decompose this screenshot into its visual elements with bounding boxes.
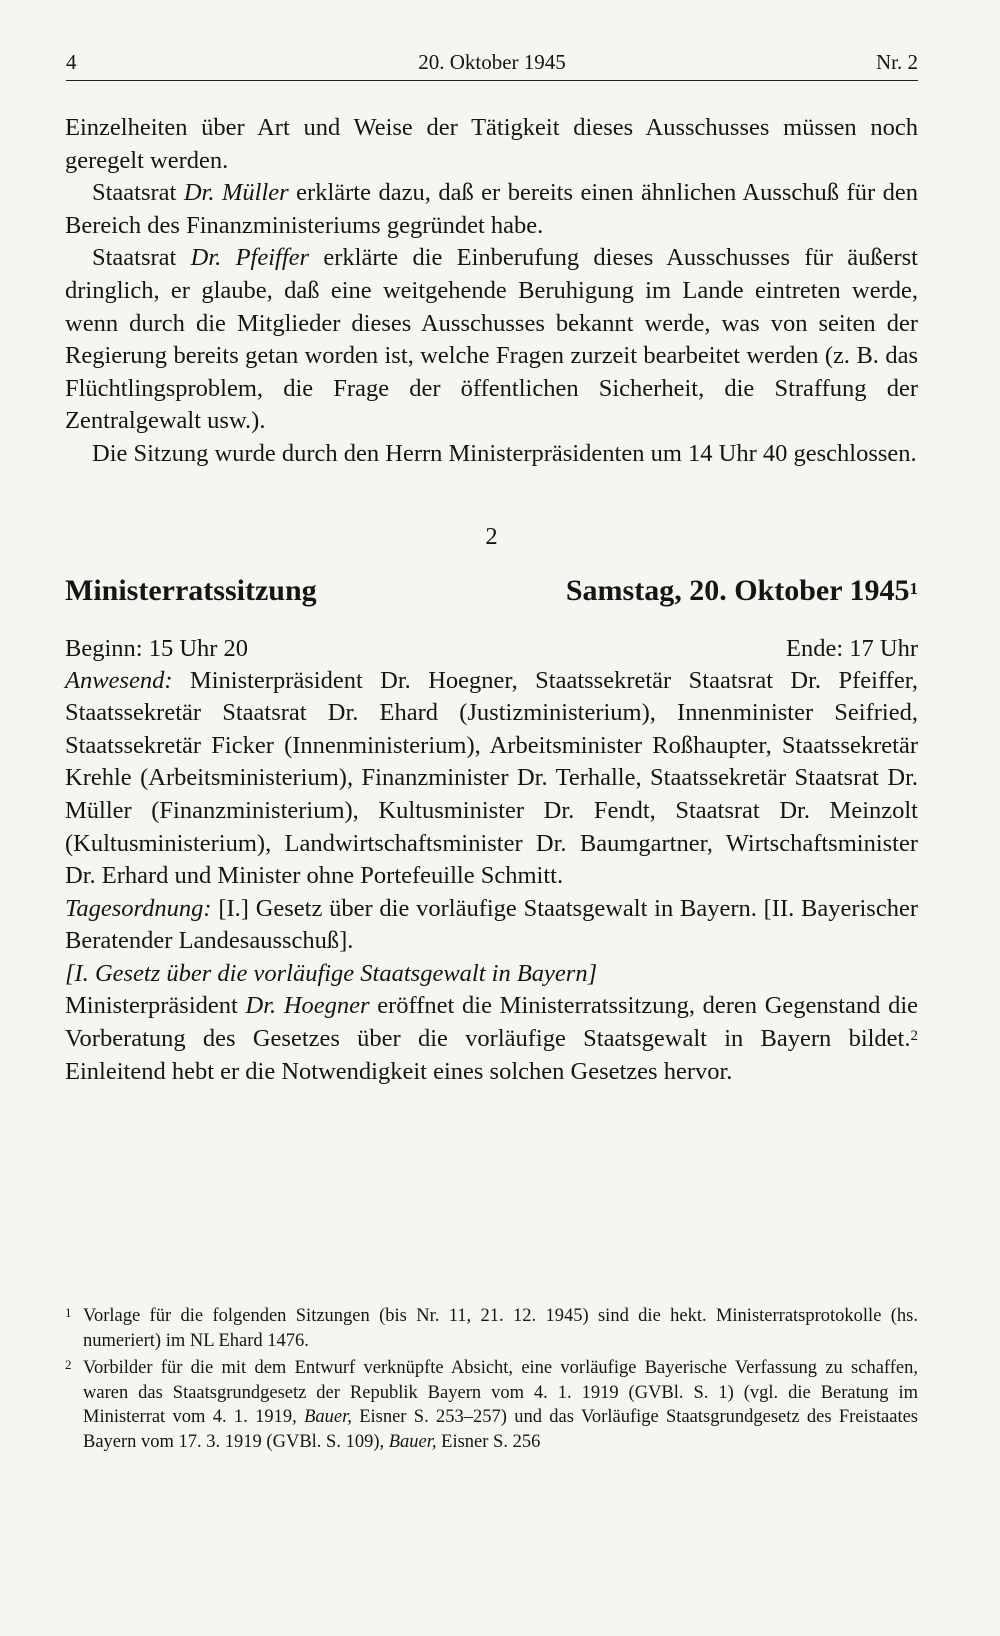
issue-number: Nr. 2 bbox=[876, 50, 918, 74]
paragraph: Staatsrat Dr. Pfeiffer erklärte die Einberufung dieses Ausschusses für äußerst dringlich, er glaube, daß eine weitgehende Beruhigung im Lande eintreten werde, wenn durch die Mitglieder dieses Ausschusses bekannt werde, was von seiten der Regierung bereits getan worden ist, welche Fragen zurzeit bearbeitet werden (z. B. das Flüchtlingsproblem, die Frage der öffentlichen Sicherheit, die Straffung der Zentralgewalt usw.). bbox=[65, 244, 918, 435]
footnote-number: 2 bbox=[65, 1357, 72, 1372]
person-name: Dr. Pfeiffer bbox=[190, 244, 310, 272]
document-title-row bbox=[65, 571, 918, 611]
footnote-marker: 1 bbox=[909, 578, 918, 598]
running-header bbox=[66, 48, 918, 81]
paragraph: Einzelheiten über Art und Weise der Tätigkeit dieses Ausschusses müssen noch geregelt werden. bbox=[65, 114, 918, 174]
person-name: Dr. Müller bbox=[183, 179, 289, 207]
footnote bbox=[65, 1356, 918, 1454]
document-title: Ministerratssitzung bbox=[65, 573, 317, 607]
paragraph: Die Sitzung wurde durch den Herrn Ministerpräsidenten um 14 Uhr 40 geschlossen. bbox=[92, 439, 917, 467]
agenda-label: Tagesordnung: bbox=[65, 894, 212, 922]
agenda: Tagesordnung: [I.] Gesetz über die vorläufige Staatsgewalt in Bayern. [II. Bayerischer Beratender Landesausschuß]. bbox=[65, 894, 918, 955]
footnote-number: 1 bbox=[65, 1305, 72, 1320]
main-text bbox=[65, 112, 918, 1088]
document-number: 2 bbox=[485, 522, 498, 550]
page-number: 4 bbox=[66, 50, 77, 74]
footnote-text: Vorbilder für die mit dem Entwurf verknüpfte Absicht, eine vorläufige Bayerische Verfassung zu schaffen, waren das Staatsgrundgesetz der Republik Bayern vom 4. 1. 1919 (GVBl. S. 1) (vgl. die Beratung im Ministerrat vom 4. 1. 1919, Bauer, Eisner S. 253–257) und das Vorläufige Staatsgrundgesetz des Freistaates Bayern vom 17. 3. 1919 (GVBl. S. 109), Bauer, Eisner S. 256 bbox=[83, 1358, 919, 1452]
session-end: Ende: 17 Uhr bbox=[786, 634, 918, 662]
attendees: Anwesend: Ministerpräsident Dr. Hoegner, Staatssekretär Staatsrat Dr. Pfeiffer, Staatssekretär Staatsrat Dr. Ehard (Justizministerium), Innenminister Seifried, Staatssekretär Ficker (Innenministerium), Arbeitsminister Roßhaupter, Staatssekretär Krehle (Arbeitsministerium), Finanzminister Dr. Terhalle, Staatssekretär Staatsrat Dr. Müller (Finanzministerium), Kultusminister Dr. Fendt, Staatsrat Dr. Meinzolt (Kultusministerium), Landwirtschaftsminister Dr. Baumgartner, Wirtschaftsminister Dr. Erhard und Minister ohne Portefeuille Schmitt. bbox=[65, 666, 918, 890]
session-times bbox=[65, 633, 918, 665]
section-heading: [I. Gesetz über die vorläufige Staatsgewalt in Bayern] bbox=[65, 959, 598, 987]
session-start: Beginn: 15 Uhr 20 bbox=[65, 634, 249, 662]
paragraph: Staatsrat Dr. Müller erklärte dazu, daß er bereits einen ähnlichen Ausschuß für den Bereich des Finanzministeriums gegründet habe. bbox=[65, 179, 918, 239]
paragraph: Ministerpräsident Dr. Hoegner eröffnet die Ministerratssitzung, deren Gegenstand die Vorberatung des Gesetzes über die vorläufige Staatsgewalt in Bayern bildet.$^2$ Einleitend hebt er die Notwendigkeit eines solchen Gesetzes hervor. bbox=[65, 992, 919, 1085]
footnote-marker: 2 bbox=[910, 1028, 918, 1045]
footnotes bbox=[65, 1304, 918, 1457]
document-date: Samstag, 20. Oktober 1945$^1$ bbox=[565, 573, 918, 607]
attendees-label: Anwesend: bbox=[65, 666, 173, 694]
footnote-text: Vorlage für die folgenden Sitzungen (bis Nr. 11, 21. 12. 1945) sind die hekt. Ministerratsprotokolle (hs. numeriert) im NL Ehard 1476. bbox=[83, 1306, 918, 1351]
header-date: 20. Oktober 1945 bbox=[418, 50, 566, 74]
footnote bbox=[65, 1304, 918, 1353]
person-name: Dr. Hoegner bbox=[245, 992, 370, 1020]
